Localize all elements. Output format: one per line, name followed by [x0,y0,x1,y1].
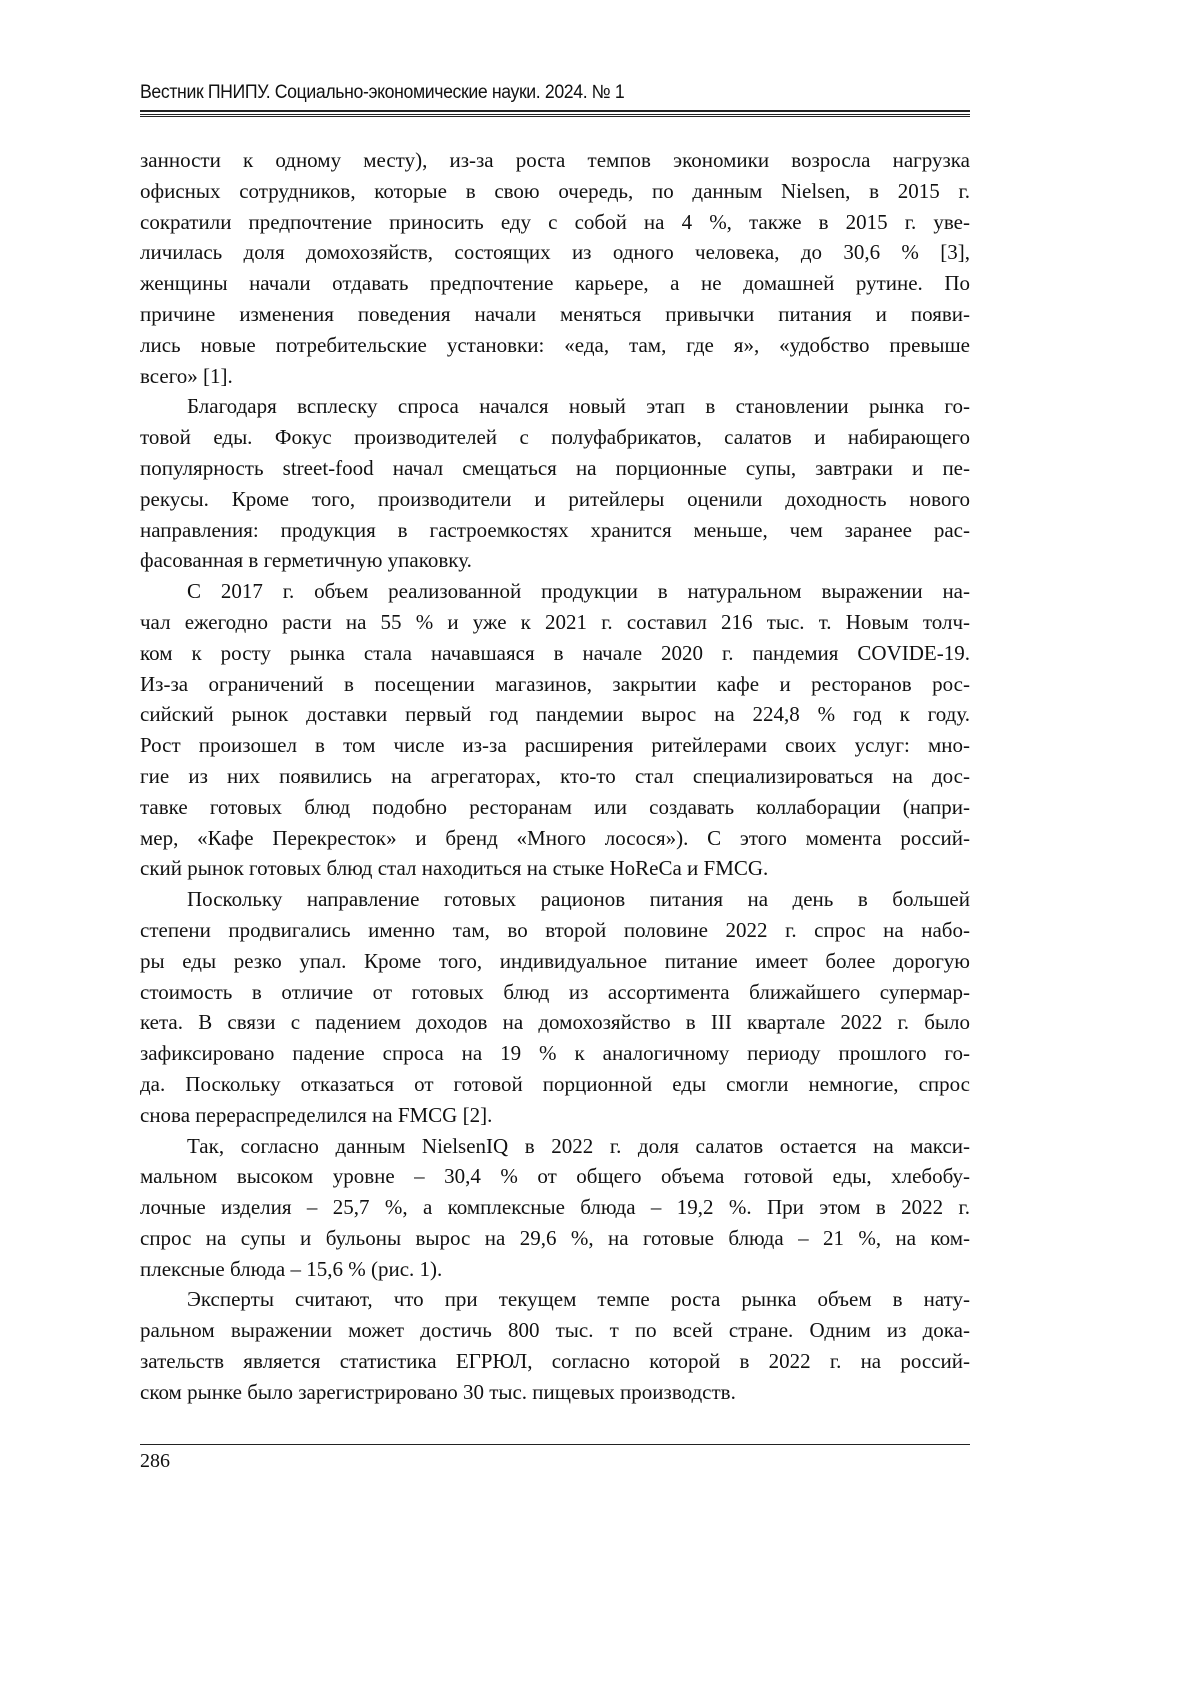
text-line: снова перераспределился на FMCG [2]. [140,1100,970,1131]
text-line: женщины начали отдавать предпочтение карьере, а не домашней рутине. По [140,268,970,299]
text-line: сийский рынок доставки первый год пандемии вырос на 224,8 % год к году. [140,699,970,730]
page-number: 286 [140,1450,170,1473]
text-line: ральном выражении может достичь 800 тыс. т по всей стране. Одним из дока- [140,1315,970,1346]
text-line: Рост произошел в том числе из-за расширения ритейлерами своих услуг: мно- [140,730,970,761]
text-line: лочные изделия – 25,7 %, а комплексные блюда – 19,2 %. При этом в 2022 г. [140,1192,970,1223]
text-line: фасованная в герметичную упаковку. [140,545,970,576]
paragraph [140,1284,970,1407]
footer-divider [140,1444,970,1445]
text-line: Поскольку направление готовых рационов питания на день в большей [140,884,970,915]
text-line: зательств является статистика ЕГРЮЛ, согласно которой в 2022 г. на россий- [140,1346,970,1377]
text-line: тавке готовых блюд подобно ресторанам или создавать коллаборации (напри- [140,792,970,823]
text-line: личилась доля домохозяйств, состоящих из одного человека, до 30,6 % [3], [140,237,970,268]
text-line: степени продвигались именно там, во второй половине 2022 г. спрос на набо- [140,915,970,946]
text-line: лись новые потребительские установки: «еда, там, где я», «удобство превыше [140,330,970,361]
text-line: популярность street-food начал смещаться на порционные супы, завтраки и пе- [140,453,970,484]
paragraph [140,391,970,576]
paragraph [140,884,970,1130]
text-line: Из-за ограничений в посещении магазинов, закрытии кафе и ресторанов рос- [140,669,970,700]
text-line: занности к одному месту), из-за роста темпов экономики возросла нагрузка [140,145,970,176]
text-line: кета. В связи с падением доходов на домохозяйство в III квартале 2022 г. было [140,1007,970,1038]
text-line: товой еды. Фокус производителей с полуфабрикатов, салатов и набирающего [140,422,970,453]
paragraph [140,576,970,884]
text-line: гие из них появились на агрегаторах, кто-то стал специализироваться на дос- [140,761,970,792]
text-line: рекусы. Кроме того, производители и ритейлеры оценили доходность нового [140,484,970,515]
paragraph [140,1131,970,1285]
text-line: направления: продукция в гастроемкостях хранится меньше, чем заранее рас- [140,515,970,546]
header-divider-thin [140,116,970,117]
text-line: мальном высоком уровне – 30,4 % от общего объема готовой еды, хлебобу- [140,1161,970,1192]
running-header: Вестник ПНИПУ. Социально-экономические науки. 2024. № 1 [140,82,912,104]
text-line: офисных сотрудников, которые в свою очередь, по данным Nielsen, в 2015 г. [140,176,970,207]
text-line: стоимость в отличие от готовых блюд из ассортимента ближайшего супермар- [140,977,970,1008]
text-line: Эксперты считают, что при текущем темпе роста рынка объем в нату- [140,1284,970,1315]
header-divider [140,110,970,115]
text-line: Так, согласно данным NielsenIQ в 2022 г. доля салатов остается на макси- [140,1131,970,1162]
text-line: ры еды резко упал. Кроме того, индивидуальное питание имеет более дорогую [140,946,970,977]
text-line: мер, «Кафе Перекресток» и бренд «Много лосося»). С этого момента россий- [140,823,970,854]
text-line: ском рынке было зарегистрировано 30 тыс. пищевых производств. [140,1377,970,1408]
text-line: сократили предпочтение приносить еду с собой на 4 %, также в 2015 г. уве- [140,207,970,238]
text-line: всего» [1]. [140,361,970,392]
paragraph [140,145,970,391]
text-line: да. Поскольку отказаться от готовой порционной еды смогли немногие, спрос [140,1069,970,1100]
text-line: зафиксировано падение спроса на 19 % к аналогичному периоду прошлого го- [140,1038,970,1069]
text-line: Благодаря всплеску спроса начался новый этап в становлении рынка го- [140,391,970,422]
text-line: С 2017 г. объем реализованной продукции в натуральном выражении на- [140,576,970,607]
text-line: причине изменения поведения начали меняться привычки питания и появи- [140,299,970,330]
article-body [140,145,970,1408]
text-line: спрос на супы и бульоны вырос на 29,6 %, на готовые блюда – 21 %, на ком- [140,1223,970,1254]
text-line: чал ежегодно расти на 55 % и уже к 2021 г. составил 216 тыс. т. Новым толч- [140,607,970,638]
text-line: ский рынок готовых блюд стал находиться на стыке HoReCa и FMCG. [140,853,970,884]
text-line: ком к росту рынка стала начавшаяся в начале 2020 г. пандемия COVIDE-19. [140,638,970,669]
text-line: плексные блюда – 15,6 % (рис. 1). [140,1254,970,1285]
